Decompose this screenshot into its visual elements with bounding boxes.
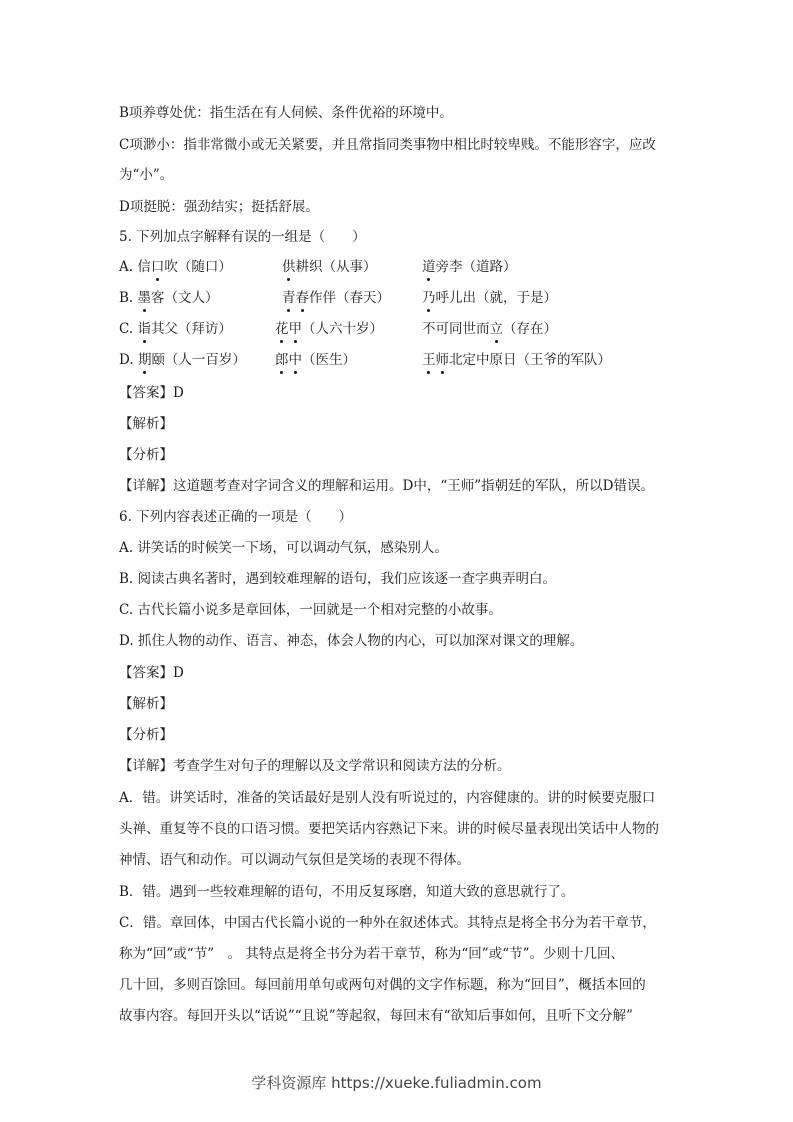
option-5b-item2: 青春作伴（春天） — [282, 290, 390, 306]
option-5d-item3: 王师北定中原日（王爷的军队） — [422, 352, 611, 368]
answer-5: 【答案】D — [119, 385, 184, 401]
option-5a: A. 信口吹（随口） — [119, 259, 232, 275]
text-line: B项养尊处优：指生活在有人伺候、条件优裕的环境中。 — [119, 105, 453, 121]
dotted-char: 墨 — [137, 290, 152, 306]
option-5d: D. 期颐（人一百岁） — [119, 352, 246, 368]
dotted-char: 甲 — [288, 321, 302, 337]
option-5a-item2: 供耕织（从事） — [282, 259, 377, 275]
analysis-heading: 【解析】 — [119, 696, 173, 712]
explanation-line: A．错。讲笑话时，准备的笑话最好是别人没有听说过的，内容健康的。讲的时候要克服口 — [119, 790, 656, 806]
option-6d: D. 抓住人物的动作、语言、神态，体会人物的内心，可以加深对课文的理解。 — [119, 633, 584, 649]
dotted-char: 期 — [137, 352, 152, 368]
analysis-subheading: 【分析】 — [119, 727, 173, 743]
option-6a: A. 讲笑话的时候笑一下场，可以调动气氛，感染别人。 — [119, 540, 448, 556]
option-label: D. — [119, 352, 138, 368]
option-5a-item3: 道旁李（道路） — [422, 259, 517, 275]
dotted-char: 青 — [282, 290, 296, 306]
explanation-line: B．错。遇到一些较难理解的语句，不用反复琢磨，知道大致的意思就行了。 — [119, 884, 575, 900]
dotted-char: 郎 — [275, 352, 289, 368]
option-5b-item3: 乃呼儿出（就，于是） — [422, 290, 557, 306]
explanation-line: 称为“回”或“节” 。 其特点是将全书分为若干章节，称为“回”或“节”。少则十几回、 — [119, 946, 625, 962]
question-5: 5. 下列加点字解释有误的一组是（ ） — [119, 229, 366, 245]
detail-explanation: 【详解】考查学生对句子的理解以及文学常识和阅读方法的分析。 — [119, 758, 511, 774]
explanation-line: 神情、语气和动作。可以调动气氛但是笑场的表现不得体。 — [119, 852, 470, 868]
option-6b: B. 阅读古典名著时，遇到较难理解的语句，我们应该逐一查字典弄明白。 — [119, 571, 557, 587]
dotted-char: 诣 — [137, 321, 151, 337]
explanation-line: 头禅、重复等不良的口语习惯。要把笑话内容熟记下来。讲的时候尽量表现出笑话中人物的 — [119, 821, 659, 837]
dotted-char: 王 — [422, 352, 436, 368]
dotted-char: 中 — [288, 352, 302, 368]
explanation-line: 几十回，多则百馀回。每回前用单句或两句对偶的文字作标题，称为“回目”，概括本回的 — [119, 977, 646, 993]
dotted-char: 道 — [422, 259, 436, 275]
dotted-char: 立 — [489, 321, 503, 337]
option-5d-item2: 郎中（医生） — [275, 352, 356, 368]
dotted-char: 花 — [275, 321, 289, 337]
dotted-char: 乃 — [422, 290, 436, 306]
dotted-char: 师 — [435, 352, 449, 368]
option-label: A. — [119, 259, 138, 275]
option-label: C. — [119, 321, 138, 337]
explanation-line: 故事内容。每回开头以“话说”“且说”等起叙，每回末有“欲知后事如何，且听下文分解” — [119, 1008, 633, 1024]
analysis-heading: 【解析】 — [119, 416, 173, 432]
question-6: 6. 下列内容表述正确的一项是（ ） — [119, 509, 353, 525]
option-5c-item3: 不可同世而立（存在） — [422, 321, 557, 337]
text-line: D项挺脱：强劲结实；挺括舒展。 — [119, 199, 319, 215]
analysis-subheading: 【分析】 — [119, 447, 173, 463]
footer-watermark: 学科资源库 https://xueke.fuliadmin.com — [251, 1074, 542, 1092]
option-5c-item2: 花甲（人六十岁） — [275, 321, 383, 337]
option-label: B. — [119, 290, 138, 306]
option-5b: B. 墨客（文人） — [119, 290, 219, 306]
text-line: C项渺小：指非常微小或无关紧要，并且常指同类事物中相比时较卑贱。不能形容字，应改 — [119, 137, 656, 153]
dotted-char: 供 — [282, 259, 296, 275]
dotted-char: 口 — [150, 259, 165, 275]
text-line: 为“小”。 — [119, 167, 174, 183]
option-6c: C. 古代长篇小说多是章回体，一回就是一个相对完整的小故事。 — [119, 602, 502, 618]
explanation-line: C．错。章回体，中国古代长篇小说的一种外在叙述体式。其特点是将全书分为若干章节， — [119, 915, 656, 931]
option-5c: C. 诣其父（拜访） — [119, 321, 232, 337]
detail-explanation: 【详解】这道题考查对字词含义的理解和运用。D中，“王师”指朝廷的军队，所以D错误。 — [119, 478, 654, 494]
dotted-char: 春 — [295, 290, 309, 306]
answer-6: 【答案】D — [119, 665, 184, 681]
